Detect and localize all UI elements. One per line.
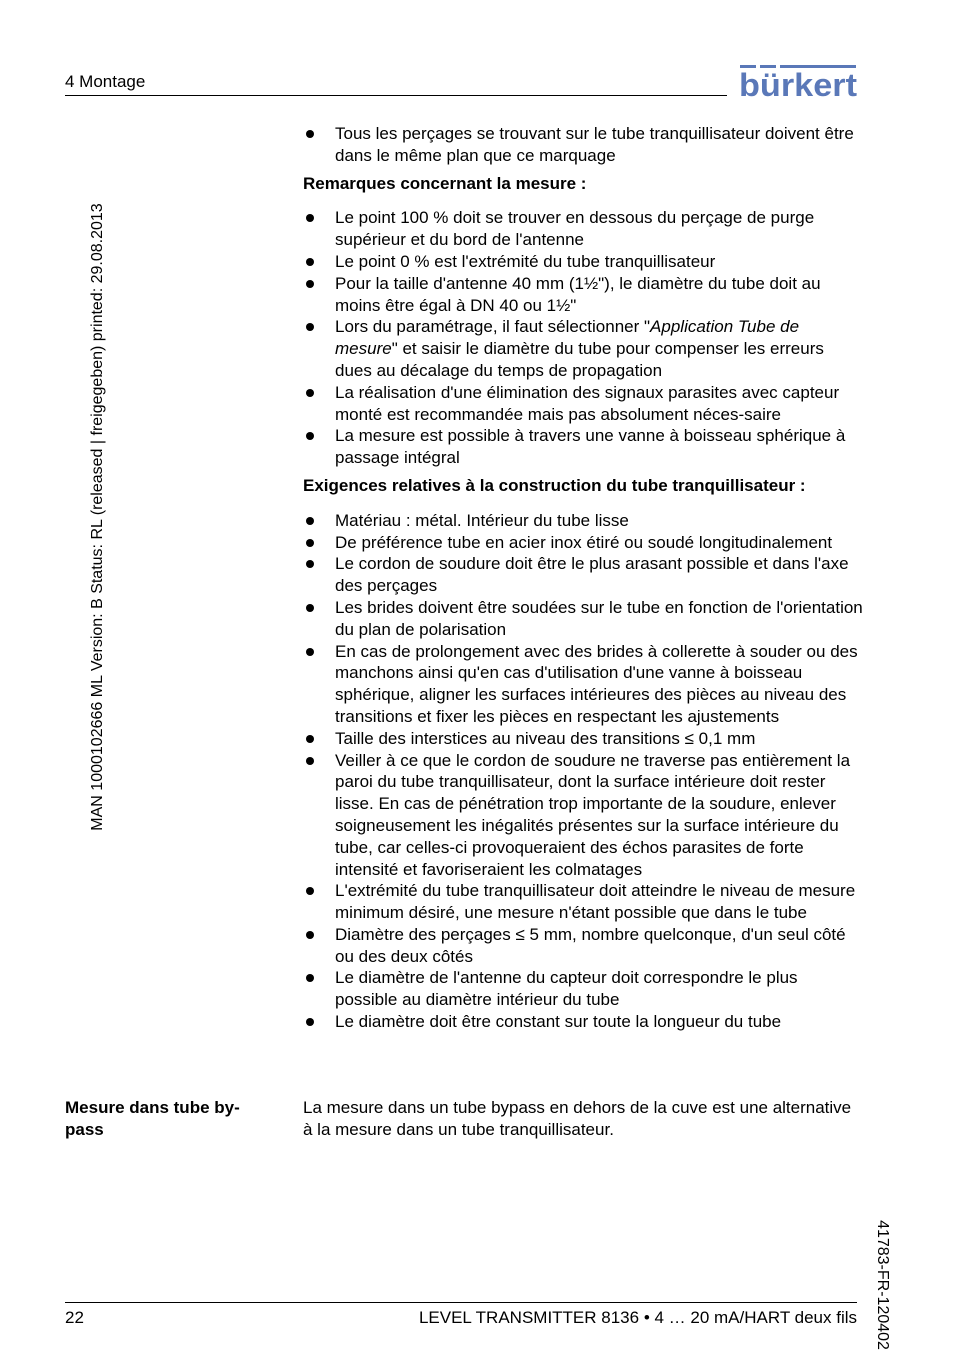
list-item-text: Taille des interstices au niveau des transitions ≤ 0,1 mm: [335, 728, 756, 748]
list-item: [303, 641, 863, 728]
list-item: [303, 510, 863, 532]
list-item-text: Le diamètre doit être constant sur toute la longueur du tube: [335, 1012, 782, 1032]
bullet-icon: [306, 517, 314, 525]
bullet-icon: [306, 389, 314, 397]
header-rule: [65, 95, 727, 96]
list-item-text: La mesure est possible à travers une vanne à boisseau sphérique à passage intégral: [335, 426, 846, 468]
bullet-icon: [306, 280, 314, 288]
bullet-icon: [306, 931, 314, 939]
list-item: [303, 553, 863, 597]
burkert-logo: [738, 62, 860, 102]
list-item: [303, 123, 863, 167]
list-item: [303, 382, 863, 426]
list-item: [303, 425, 863, 469]
bullet-icon: [306, 323, 314, 331]
bullet-icon: [306, 757, 314, 765]
list-item-text: Tous les perçages se trouvant sur le tube tranquillisateur doivent être dans le même plan que ce marquage: [335, 124, 854, 165]
bullet-icon: [306, 214, 314, 222]
list-item: [303, 967, 863, 1011]
exigences-list: [303, 510, 863, 1033]
list-item-text: Les brides doivent être soudées sur le tube en fonction de l'orientation du plan de polarisation: [335, 597, 863, 639]
list-item: [303, 880, 863, 924]
bullet-icon: [306, 258, 314, 266]
list-item: [303, 750, 863, 881]
list-item: [303, 532, 863, 554]
bullet-icon: [306, 539, 314, 547]
list-item-text: Diamètre des perçages ≤ 5 mm, nombre quelconque, d'un seul côté ou des deux côtés: [335, 924, 846, 966]
bullet-icon: [306, 130, 314, 138]
footer-rule: [65, 1302, 857, 1303]
list-item-text: Veiller à ce que le cordon de soudure ne traverse pas entièrement la paroi du tube tranquillisateur, dont la surface intérieure doit rester lisse. En cas de pénétration trop importante de la soudure, enlever soigneusement les inégalités présentes sur la surface intérieure du tube, car celles-ci provoqueraient des échos parasites de forte intensité et favoriseraient les colmatages: [335, 750, 851, 879]
list-item-text: Matériau : métal. Intérieur du tube lisse: [335, 510, 629, 530]
list-item-text: De préférence tube en acier inox étiré ou soudé longitudinalement: [335, 532, 833, 552]
list-item: [303, 251, 863, 273]
list-item: [303, 273, 863, 317]
mesure-list: [303, 207, 863, 469]
list-item: [303, 728, 863, 750]
heading-remarques: Remarques concernant la mesure :: [303, 173, 587, 193]
list-item: [303, 924, 863, 968]
list-item-text: Le point 0 % est l'extrémité du tube tranquillisateur: [335, 251, 716, 271]
list-item: Lors du paramétrage, il faut sélectionner "Application Tube de mesure" et saisir le diamètre du tube pour compenser les erreurs dues au décalage du temps de propagation: [303, 316, 863, 381]
bullet-icon: [306, 735, 314, 743]
list-item: [303, 1011, 863, 1033]
bullet-icon: [306, 1018, 314, 1026]
bullet-icon: [306, 432, 314, 440]
list-item-text: Le cordon de soudure doit être le plus arasant possible et dans l'axe des perçages: [335, 554, 849, 596]
footer-title: LEVEL TRANSMITTER 8136 • 4 … 20 mA/HART deux fils: [418, 1308, 857, 1327]
bullet-icon: [306, 887, 314, 895]
bullet-icon: [306, 604, 314, 612]
list-item-text: La réalisation d'une élimination des signaux parasites avec capteur monté est recommandée mais pas absolument néces-saire: [335, 382, 840, 424]
list-item-text: Le point 100 % doit se trouver en dessous du perçage de purge supérieur et du bord de l'antenne: [335, 208, 815, 250]
side-heading-bypass: Mesure dans tube by-pass: [65, 1098, 240, 1139]
main-content: [303, 123, 863, 1033]
bypass-paragraph: La mesure dans un tube bypass en dehors de la cuve est une alternative à la mesure dans un tube tranquillisateur.: [303, 1098, 852, 1139]
list-item-text: Le diamètre de l'antenne du capteur doit correspondre le plus possible au diamètre intérieur du tube: [335, 968, 798, 1010]
list-item-text: L'extrémité du tube tranquillisateur doit atteindre le niveau de mesure minimum désiré, une mesure n'étant possible que dans le tube: [335, 881, 856, 923]
svg-text:bürkert: bürkert: [739, 67, 858, 102]
list-item: [303, 597, 863, 641]
heading-exigences: Exigences relatives à la construction du tube tranquillisateur :: [303, 475, 806, 495]
intro-list: [303, 123, 863, 167]
bullet-icon: [306, 974, 314, 982]
list-item-text: Pour la taille d'antenne 40 mm (1½"), le diamètre du tube doit au moins être égal à DN 40 ou 1½": [335, 273, 821, 315]
bullet-icon: [306, 648, 314, 656]
page-number: 22: [65, 1308, 84, 1327]
list-item-text: En cas de prolongement avec des brides à collerette à souder ou des manchons ainsi qu'en cas d'utilisation d'une vanne à boisseau sphérique, aligner les surfaces intérieures des pièces au niveau des transitions et fixer les pièces en respectant les ajustements: [335, 641, 858, 726]
list-item: [303, 207, 863, 251]
bullet-icon: [306, 560, 314, 568]
header-section-title: 4 Montage: [65, 72, 146, 91]
